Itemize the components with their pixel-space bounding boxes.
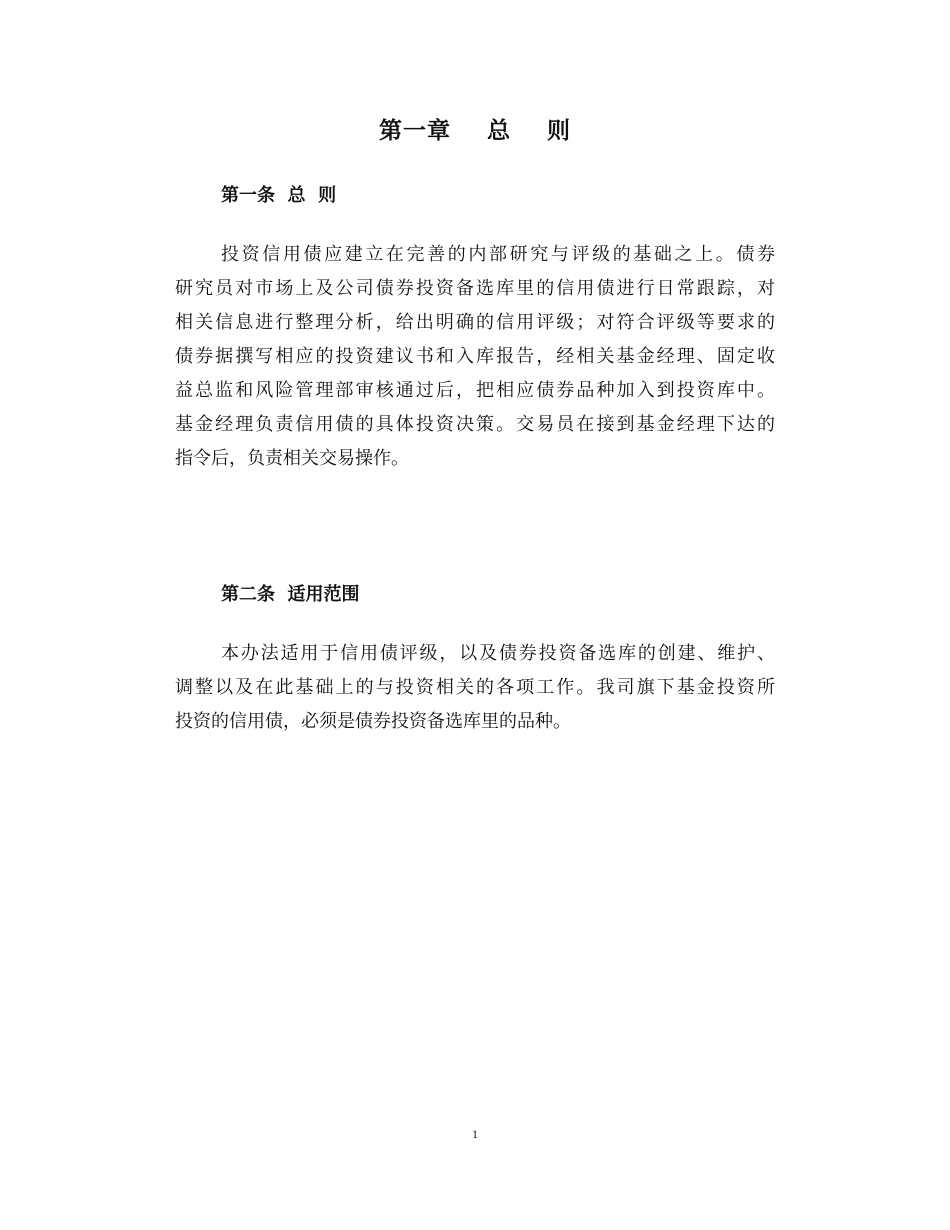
paragraph-line: 调整以及在此基础上的与投资相关的各项工作。我司旗下基金投资所 — [175, 677, 775, 698]
paragraph-line: 债券据撰写相应的投资建议书和入库报告，经相关基金经理、固定收 — [175, 346, 775, 367]
paragraph-line: 研究员对市场上及公司债券投资备选库里的信用债进行日常跟踪，对 — [175, 278, 775, 299]
paragraph-line: 投资的信用债，必须是债券投资备选库里的品种。 — [175, 711, 571, 732]
page-number: 1 — [472, 1127, 478, 1141]
chapter-title: 第一章 总 则 — [378, 117, 572, 144]
article-1-paragraph — [175, 238, 775, 476]
article-2-paragraph — [175, 637, 775, 739]
paragraph-line: 指令后，负责相关交易操作。 — [175, 448, 409, 469]
article-1-heading: 第一条 总 则 — [221, 185, 337, 206]
paragraph-line: 益总监和风险管理部审核通过后，把相应债券品种加入到投资库中。 — [175, 380, 775, 401]
paragraph-line: 相关信息进行整理分析，给出明确的信用评级；对符合评级等要求的 — [175, 312, 775, 333]
paragraph-line: 投资信用债应建立在完善的内部研究与评级的基础之上。债券 — [221, 244, 775, 265]
paragraph-line: 本办法适用于信用债评级，以及债券投资备选库的创建、维护、 — [221, 643, 775, 664]
article-2-heading: 第二条 适用范围 — [221, 584, 360, 605]
paragraph-line: 基金经理负责信用债的具体投资决策。交易员在接到基金经理下达的 — [175, 414, 775, 435]
